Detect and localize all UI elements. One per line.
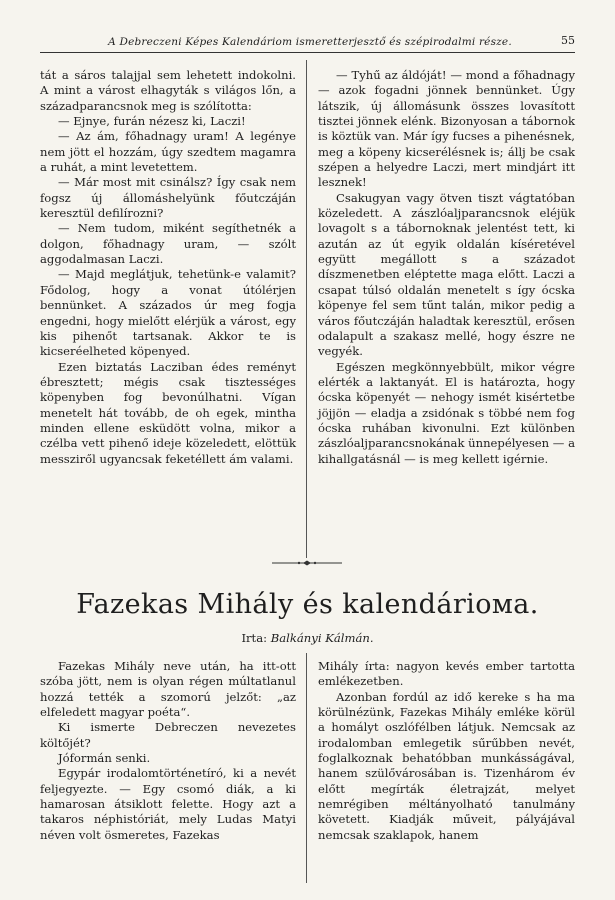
paragraph: Ki ismerte Debreczen nevezetes költőjét? (40, 720, 296, 750)
article-title: Fazekas Mihály és kalendáriома. (76, 589, 539, 620)
paragraph: Ezen biztatás Lacziban édes reményt ébresztett; mégis csak tisztességes köpenyben fog bevonúlhatni. Vígan menetelt hát tovább, de oh egek, mintha minden ellene esküdött volna, mikor a czélba vett pihenő ideje közeledett, elöttük messziről ugyancsak feketéllett ám valami. (40, 359, 296, 466)
paragraph: Mihály írta: nagyon kevés ember tartotta emlékezetben. (318, 659, 575, 689)
page-number: 55 (561, 34, 575, 47)
byline (40, 631, 575, 645)
paragraph: — Nem tudom, miként segíthetnék a dolgon, főhadnagy uram, — szólt aggodalmasan Laczi. (40, 221, 296, 267)
paragraph: — Tyhű az áldóját! — mond a főhadnagy — azok fogadni jönnek bennünket. Úgy látszik, új állomásunk összes lovasított tisztei jönnek elénk. Bizonyosan a tábornok is köztük van. Már így fucses a pihenésnek, meg a köpeny kicserélésnek is; állj be csak szépen a helyedre Laczi, mert mindjárt itt lesznek! (318, 68, 575, 190)
paragraph: Egypár irodalomtörténetíró, ki a nevét feljegyezte. — Egy csomó diák, a ki hamarosan átsiklott felette. Hogy azt a takaros néphistóriát, mely Ludas Matyi néven volt ösmeretes, Fazekas (40, 766, 296, 842)
author-name: Balkányi Kálmán. (270, 631, 374, 645)
column-divider (306, 60, 307, 558)
byline-label: Irta: (241, 631, 268, 645)
paragraph: — Az ám, főhadnagy uram! A legénye nem jött el hozzám, úgy szedtem magamra a ruhát, a mint levetettem. (40, 129, 296, 175)
paragraph: tát a sáros talajjal sem lehetett indokolni. A mint a várost elhagyták s világos lőn, a századparancsnok meg is szólította: (40, 68, 296, 113)
column-divider (306, 653, 307, 883)
top-left-column (40, 68, 296, 467)
paragraph: Jóformán senki. (58, 751, 151, 766)
running-head: A Debreczeni Képes Kalendáriom ismeretterjesztő és szépirodalmi része. (108, 36, 512, 48)
paragraph: — Ejnye, furán nézesz ki, Laczi! (58, 114, 246, 129)
header-rule (40, 52, 575, 53)
paragraph: — Majd meglátjuk, tehetünk-e valamit? Fődolog, hogy a vonat útólérjen bennünket. A százados úr meg fogja engedni, hogy mielőtt elérjük a várost, egy kis pihenőt tartsanak. Akkor te is kicseréelheted köpenyed. (40, 267, 296, 359)
paragraph: — Már most mit csinálsz? Így csak nem fogsz új állomáshelyünk főutczáján keresztül defilírozni? (40, 175, 296, 221)
top-right-column (318, 68, 575, 467)
paragraph: Azonban fordúl az idő kereke s ha ma körülnézünk, Fazekas Mihály emléke körül a homályt oszlófélben látjuk. Nemcsak az irodalomban emlegetik sűrűbben nevét, foglalkoznak behatóbban munkásságával, hanem szülővárosában is. Tizenhárom év előtt megírták életrajzát, melyet nemrégiben méltányolható tanulmány követett. Kiadják műveit, pályájával nemcsak szaklapok, hanem (318, 689, 575, 842)
ornament-divider (272, 560, 342, 566)
paragraph: Fazekas Mihály neve után, ha itt-ott szóba jött, nem is olyan régen múltatlanul hozzá tették a szomorú jelzőt: „az elfeledett magyar poéta“. (40, 659, 296, 720)
paragraph: Egészen megkönnyebbült, mikor végre elérték a laktanyát. El is határozta, hogy ócska köpenyét — nehogy ismét kisértetbe jöjjön — eladja a zsidónak s többé nem fog ócska ruhában kivonulni. Ezt különben zászlóaljparancsnokának ünnepélyesen — a kihallgatásnál — is meg kellett igérnie. (318, 359, 575, 466)
bottom-left-column (40, 659, 296, 843)
paragraph: Csakugyan vagy ötven tiszt vágtatóban közeledett. A zászlóaljparancsnok eléjük lovagolt s a tábornoknak jelentést tett, ki azután az út egyik oldalán kíséretével együtt megállott s a századot díszmenetben eléptette maga előtt. Laczi a csapat túlsó oldalán menetelt s így ócska köpenye fel sem tűnt talán, mikor pedig a város főutczáján haladtak keresztül, erősen odalapult a szakasz mellé, hogy észre ne vegyék. (318, 190, 575, 359)
bottom-right-column (318, 659, 575, 843)
